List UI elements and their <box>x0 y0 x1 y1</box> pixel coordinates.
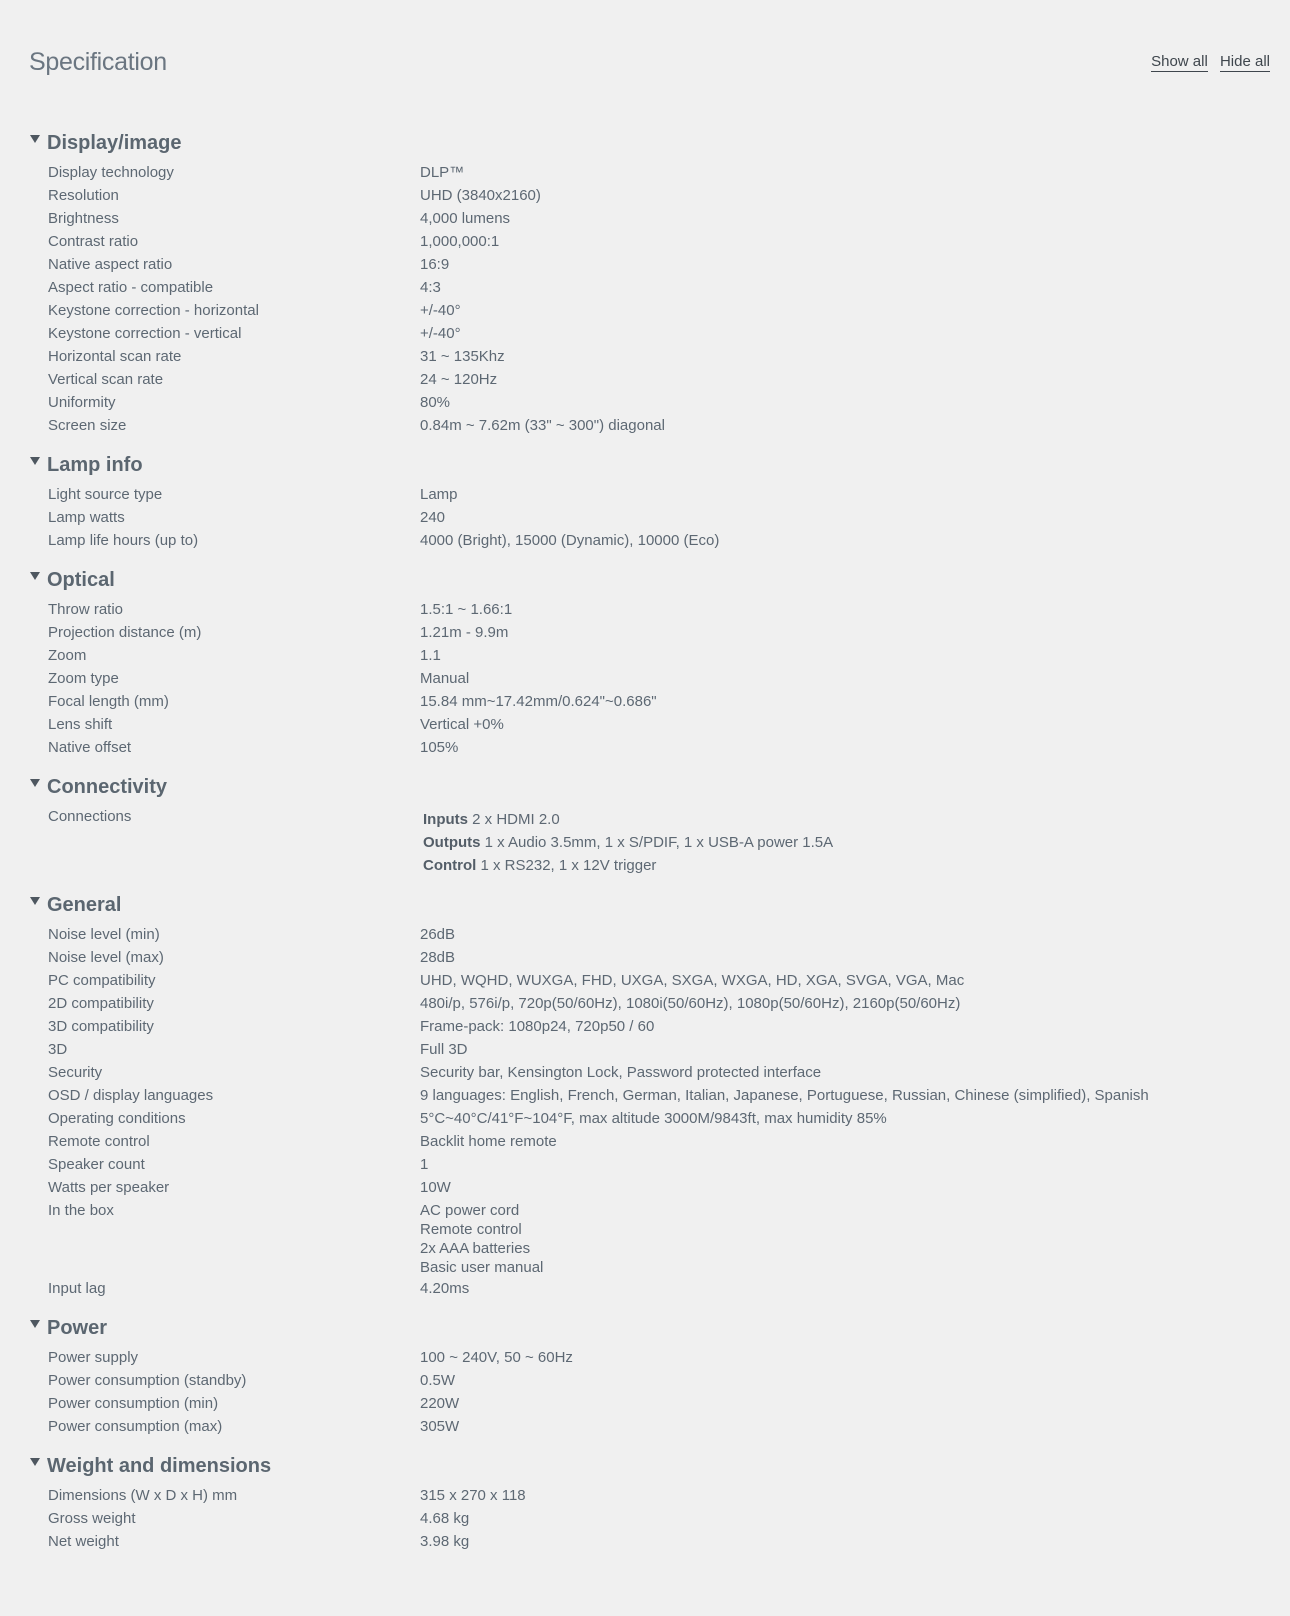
spec-label: Aspect ratio - compatible <box>48 279 214 296</box>
spec-row <box>0 923 1290 946</box>
spec-row <box>0 253 1290 276</box>
connections-list <box>420 805 1290 877</box>
section-weight-and-dimensions <box>0 1451 1290 1553</box>
spec-label: Projection distance (m) <box>48 624 202 641</box>
spec-value: 3.98 kg <box>420 1533 470 1550</box>
spec-value: Lamp <box>420 486 458 503</box>
spec-value: DLP™ <box>420 164 465 181</box>
spec-label: Native offset <box>48 739 132 756</box>
spec-row <box>0 414 1290 437</box>
spec-value: Frame-pack: 1080p24, 720p50 / 60 <box>420 1018 655 1035</box>
spec-row <box>0 322 1290 345</box>
spec-row <box>0 621 1290 644</box>
spec-rows <box>0 161 1290 437</box>
spec-row <box>0 992 1290 1015</box>
spec-label: Keystone correction - horizontal <box>48 302 259 319</box>
spec-value: 220W <box>420 1395 460 1412</box>
spec-row <box>0 1415 1290 1438</box>
spec-row <box>0 805 1290 877</box>
section-optical <box>0 565 1290 759</box>
spec-row <box>0 184 1290 207</box>
spec-label: Power consumption (max) <box>48 1418 223 1435</box>
section-header-toggle[interactable] <box>30 772 1290 802</box>
connection-line <box>423 831 1290 854</box>
spec-row <box>0 690 1290 713</box>
spec-value: 100 ~ 240V, 50 ~ 60Hz <box>420 1349 573 1366</box>
spec-value: 1 <box>420 1156 429 1173</box>
spec-label: Light source type <box>48 486 163 503</box>
spec-label: In the box <box>48 1202 114 1219</box>
spec-value: 1.1 <box>420 647 441 664</box>
spec-row <box>0 230 1290 253</box>
spec-row <box>0 391 1290 414</box>
connection-key: Control <box>423 857 477 874</box>
section-title: Display/image <box>47 131 182 154</box>
section-title: General <box>47 893 122 916</box>
spec-value: 31 ~ 135Khz <box>420 348 505 365</box>
spec-value: UHD, WQHD, WUXGA, FHD, UXGA, SXGA, WXGA, HD, XGA, SVGA, VGA, Mac <box>420 972 965 989</box>
spec-value: 80% <box>420 394 451 411</box>
spec-value: 1.21m - 9.9m <box>420 624 509 641</box>
spec-value-line: Remote control <box>420 1221 522 1238</box>
spec-rows <box>0 483 1290 552</box>
spec-label: OSD / display languages <box>48 1087 214 1104</box>
spec-label: Noise level (min) <box>48 926 160 943</box>
spec-value-line: Basic user manual <box>420 1259 544 1276</box>
spec-value: 9 languages: English, French, German, Italian, Japanese, Portuguese, Russian, Chinese (simplified), Spanish <box>420 1087 1149 1104</box>
spec-row <box>0 483 1290 506</box>
spec-value-list <box>420 1199 1290 1277</box>
spec-row <box>0 667 1290 690</box>
spec-row <box>0 1392 1290 1415</box>
expand-collapse-controls <box>1143 53 1270 70</box>
spec-label: Display technology <box>48 164 174 181</box>
spec-label: Throw ratio <box>48 601 124 618</box>
spec-row <box>0 1176 1290 1199</box>
spec-label: PC compatibility <box>48 972 156 989</box>
spec-row <box>0 1130 1290 1153</box>
spec-value: 16:9 <box>420 256 450 273</box>
spec-row <box>0 713 1290 736</box>
spec-value: 1.5:1 ~ 1.66:1 <box>420 601 513 618</box>
spec-sections <box>0 128 1290 1566</box>
spec-value: 240 <box>420 509 446 526</box>
spec-label: Brightness <box>48 210 119 227</box>
spec-label: Gross weight <box>48 1510 136 1527</box>
spec-value: 26dB <box>420 926 456 943</box>
spec-value: 4.68 kg <box>420 1510 470 1527</box>
spec-row <box>0 1153 1290 1176</box>
spec-row <box>0 1530 1290 1553</box>
section-title: Weight and dimensions <box>47 1454 272 1477</box>
spec-value: 4.20ms <box>420 1280 470 1297</box>
show-all-link[interactable]: Show all <box>1151 53 1208 70</box>
hide-all-link[interactable]: Hide all <box>1219 53 1270 70</box>
spec-value: Backlit home remote <box>420 1133 557 1150</box>
section-header-toggle[interactable] <box>30 128 1290 158</box>
spec-label: Input lag <box>48 1280 106 1297</box>
spec-row <box>0 529 1290 552</box>
spec-rows <box>0 923 1290 1300</box>
spec-label: Zoom type <box>48 670 119 687</box>
spec-label: Native aspect ratio <box>48 256 173 273</box>
connection-value: 2 x HDMI 2.0 <box>472 811 560 828</box>
connection-line <box>423 854 1290 877</box>
spec-label: Resolution <box>48 187 119 204</box>
spec-value: 28dB <box>420 949 456 966</box>
spec-row <box>0 1107 1290 1130</box>
spec-rows <box>0 598 1290 759</box>
section-title: Power <box>47 1316 108 1339</box>
spec-row <box>0 1199 1290 1277</box>
caret-down-icon <box>30 135 40 143</box>
spec-rows <box>0 1346 1290 1438</box>
spec-row <box>0 1507 1290 1530</box>
spec-row <box>0 299 1290 322</box>
spec-label: Focal length (mm) <box>48 693 169 710</box>
spec-value: 15.84 mm~17.42mm/0.624"~0.686" <box>420 693 657 710</box>
spec-label: Uniformity <box>48 394 116 411</box>
caret-down-icon <box>30 897 40 905</box>
spec-label: Power supply <box>48 1349 139 1366</box>
caret-down-icon <box>30 457 40 465</box>
section-header-toggle[interactable] <box>30 890 1290 920</box>
spec-value: +/-40° <box>420 325 461 342</box>
spec-row <box>0 969 1290 992</box>
spec-row <box>0 1038 1290 1061</box>
spec-label: Watts per speaker <box>48 1179 170 1196</box>
spec-label: 3D compatibility <box>48 1018 154 1035</box>
spec-value: UHD (3840x2160) <box>420 187 541 204</box>
connection-key: Inputs <box>423 811 468 828</box>
spec-label: Lamp life hours (up to) <box>48 532 199 549</box>
spec-label: Vertical scan rate <box>48 371 164 388</box>
section-title: Lamp info <box>47 453 143 476</box>
spec-label: Keystone correction - vertical <box>48 325 242 342</box>
spec-label: 3D <box>48 1041 68 1058</box>
spec-label: Power consumption (min) <box>48 1395 219 1412</box>
spec-row <box>0 161 1290 184</box>
spec-value: Vertical +0% <box>420 716 504 733</box>
spec-value: 480i/p, 576i/p, 720p(50/60Hz), 1080i(50/60Hz), 1080p(50/60Hz), 2160p(50/60Hz) <box>420 995 961 1012</box>
spec-label: Dimensions (W x D x H) mm <box>48 1487 238 1504</box>
connection-line <box>423 808 1290 831</box>
page-title: Specification <box>29 48 167 76</box>
caret-down-icon <box>30 1320 40 1328</box>
section-general <box>0 890 1290 1300</box>
section-title: Connectivity <box>47 775 168 798</box>
spec-label: Operating conditions <box>48 1110 186 1127</box>
spec-rows <box>0 1484 1290 1553</box>
spec-label: Speaker count <box>48 1156 145 1173</box>
spec-value: 305W <box>420 1418 460 1435</box>
spec-value: 4000 (Bright), 15000 (Dynamic), 10000 (Eco) <box>420 532 720 549</box>
spec-value-line: AC power cord <box>420 1202 520 1219</box>
spec-label: Connections <box>48 808 132 825</box>
spec-row <box>0 207 1290 230</box>
spec-label: Net weight <box>48 1533 119 1550</box>
section-header-toggle[interactable] <box>30 1313 1290 1343</box>
spec-row <box>0 1084 1290 1107</box>
spec-label: Lens shift <box>48 716 113 733</box>
section-title: Optical <box>47 568 115 591</box>
spec-row <box>0 1346 1290 1369</box>
spec-row <box>0 736 1290 759</box>
spec-value-line: 2x AAA batteries <box>420 1240 531 1257</box>
spec-row <box>0 368 1290 391</box>
spec-value: 24 ~ 120Hz <box>420 371 498 388</box>
spec-row <box>0 1277 1290 1300</box>
caret-down-icon <box>30 572 40 580</box>
spec-label: Remote control <box>48 1133 150 1150</box>
spec-row <box>0 1015 1290 1038</box>
section-header-toggle[interactable] <box>30 565 1290 595</box>
connection-value: 1 x Audio 3.5mm, 1 x S/PDIF, 1 x USB-A power 1.5A <box>484 834 834 851</box>
section-header-toggle[interactable] <box>30 450 1290 480</box>
spec-label: Noise level (max) <box>48 949 164 966</box>
section-connectivity <box>0 772 1290 877</box>
spec-value: 4:3 <box>420 279 441 296</box>
connection-key: Outputs <box>423 834 481 851</box>
spec-row <box>0 1369 1290 1392</box>
spec-value: 10W <box>420 1179 451 1196</box>
spec-value: 315 x 270 x 118 <box>420 1487 526 1504</box>
spec-rows <box>0 805 1290 877</box>
spec-value: +/-40° <box>420 302 461 319</box>
spec-row <box>0 345 1290 368</box>
spec-label: Lamp watts <box>48 509 125 526</box>
spec-value: 0.84m ~ 7.62m (33" ~ 300") diagonal <box>420 417 665 434</box>
spec-value: 1,000,000:1 <box>420 233 500 250</box>
section-header-toggle[interactable] <box>30 1451 1290 1481</box>
connection-value: 1 x RS232, 1 x 12V trigger <box>480 857 657 874</box>
spec-label: Zoom <box>48 647 87 664</box>
spec-row <box>0 598 1290 621</box>
spec-row <box>0 946 1290 969</box>
spec-label: Screen size <box>48 417 127 434</box>
spec-value: 0.5W <box>420 1372 456 1389</box>
spec-row <box>0 276 1290 299</box>
spec-row <box>0 506 1290 529</box>
caret-down-icon <box>30 779 40 787</box>
section-display-image <box>0 128 1290 437</box>
spec-label: Contrast ratio <box>48 233 139 250</box>
section-power <box>0 1313 1290 1438</box>
spec-value: Security bar, Kensington Lock, Password protected interface <box>420 1064 822 1081</box>
spec-value: 5°C~40°C/41°F~104°F, max altitude 3000M/9843ft, max humidity 85% <box>420 1110 887 1127</box>
caret-down-icon <box>30 1458 40 1466</box>
spec-label: 2D compatibility <box>48 995 154 1012</box>
spec-value: 4,000 lumens <box>420 210 511 227</box>
spec-row <box>0 1061 1290 1084</box>
spec-value: 105% <box>420 739 459 756</box>
spec-row <box>0 1484 1290 1507</box>
spec-value: Full 3D <box>420 1041 468 1058</box>
spec-label: Horizontal scan rate <box>48 348 182 365</box>
section-lamp-info <box>0 450 1290 552</box>
spec-value: Manual <box>420 670 470 687</box>
spec-row <box>0 644 1290 667</box>
spec-label: Power consumption (standby) <box>48 1372 247 1389</box>
spec-label: Security <box>48 1064 103 1081</box>
